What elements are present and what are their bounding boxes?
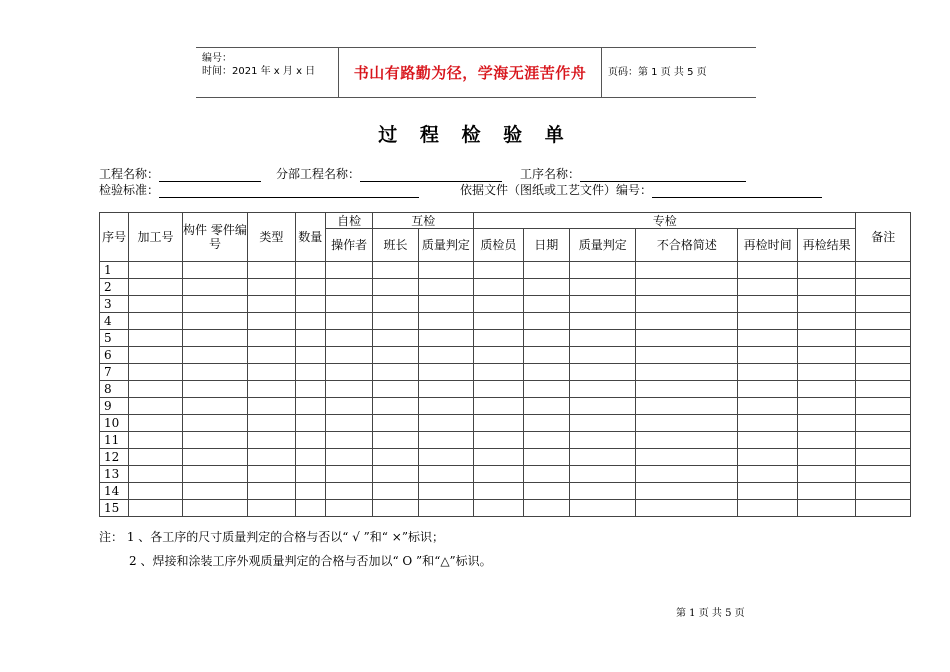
- table-cell[interactable]: [129, 432, 182, 449]
- table-cell[interactable]: [569, 483, 636, 500]
- table-cell[interactable]: [474, 296, 523, 313]
- row-number: 8: [100, 381, 129, 398]
- table-cell[interactable]: [636, 279, 738, 296]
- table-cell[interactable]: [636, 330, 738, 347]
- table-cell[interactable]: [248, 381, 295, 398]
- table-cell[interactable]: [248, 347, 295, 364]
- table-cell[interactable]: [738, 330, 798, 347]
- row-number: 14: [100, 483, 129, 500]
- table-cell[interactable]: [569, 381, 636, 398]
- header-date: 日期: [523, 229, 569, 262]
- table-cell[interactable]: [738, 313, 798, 330]
- table-cell[interactable]: [248, 296, 295, 313]
- table-cell[interactable]: [248, 279, 295, 296]
- table-cell[interactable]: [474, 449, 523, 466]
- standard-label: 检验标准：: [99, 183, 160, 197]
- motto-cell: [339, 48, 602, 97]
- table-cell[interactable]: [182, 483, 248, 500]
- table-cell[interactable]: [569, 347, 636, 364]
- table-cell[interactable]: [569, 449, 636, 466]
- table-cell[interactable]: [129, 483, 182, 500]
- header-self-check: 自检: [325, 213, 372, 229]
- page-title: 过 程 检 验 单: [378, 124, 572, 146]
- table-cell[interactable]: [797, 466, 856, 483]
- table-cell[interactable]: [325, 432, 372, 449]
- inspection-table: [99, 212, 911, 517]
- header-recheck-result: 再检结果: [797, 229, 856, 262]
- header-mutual-check: 互检: [373, 213, 474, 229]
- basis-field: [460, 181, 822, 198]
- header-mutual-quality: 质量判定: [418, 229, 473, 262]
- table-cell[interactable]: [418, 398, 473, 415]
- table-cell[interactable]: [523, 279, 569, 296]
- basis-label: 依据文件（图纸或工艺文件）编号：: [460, 183, 653, 197]
- table-cell[interactable]: [856, 296, 911, 313]
- header-recheck-time: 再检时间: [738, 229, 798, 262]
- table-cell[interactable]: [474, 466, 523, 483]
- table-cell[interactable]: [325, 262, 372, 279]
- table-cell[interactable]: [373, 347, 418, 364]
- row-number: 2: [100, 279, 129, 296]
- row-number: 1: [100, 262, 129, 279]
- table-cell[interactable]: [182, 466, 248, 483]
- table-cell[interactable]: [418, 364, 473, 381]
- table-cell[interactable]: [797, 381, 856, 398]
- row-number: 9: [100, 398, 129, 415]
- table-cell[interactable]: [325, 330, 372, 347]
- table-cell[interactable]: [295, 432, 325, 449]
- motto-text: 书山有路勤为径，学海无涯苦作舟: [353, 64, 587, 82]
- table-cell[interactable]: [797, 449, 856, 466]
- table-cell[interactable]: [636, 398, 738, 415]
- table-cell[interactable]: [325, 449, 372, 466]
- table-cell[interactable]: [474, 330, 523, 347]
- header-process-no: 加工号: [129, 213, 182, 262]
- table-cell[interactable]: [856, 381, 911, 398]
- table-cell[interactable]: [474, 381, 523, 398]
- table-cell[interactable]: [373, 415, 418, 432]
- table-cell[interactable]: [418, 432, 473, 449]
- table-cell[interactable]: [418, 449, 473, 466]
- table-cell[interactable]: [797, 279, 856, 296]
- table-cell[interactable]: [182, 449, 248, 466]
- table-cell[interactable]: [295, 279, 325, 296]
- table-cell[interactable]: [636, 364, 738, 381]
- table-cell[interactable]: [325, 296, 372, 313]
- row-number: 13: [100, 466, 129, 483]
- table-row: [100, 483, 911, 500]
- table-cell[interactable]: [373, 398, 418, 415]
- header-type: 类型: [248, 213, 295, 262]
- table-cell[interactable]: [295, 381, 325, 398]
- table-cell[interactable]: [738, 415, 798, 432]
- table-cell[interactable]: [248, 415, 295, 432]
- table-cell[interactable]: [129, 449, 182, 466]
- table-cell[interactable]: [523, 466, 569, 483]
- table-cell[interactable]: [182, 262, 248, 279]
- page-cell: [602, 48, 756, 97]
- table-cell[interactable]: [738, 364, 798, 381]
- table-cell[interactable]: [523, 364, 569, 381]
- table-cell[interactable]: [569, 500, 636, 517]
- table-cell[interactable]: [373, 279, 418, 296]
- table-row: [100, 432, 911, 449]
- table-cell[interactable]: [248, 364, 295, 381]
- table-cell[interactable]: [248, 330, 295, 347]
- table-cell[interactable]: [738, 398, 798, 415]
- table-cell[interactable]: [129, 313, 182, 330]
- table-cell[interactable]: [856, 466, 911, 483]
- table-cell[interactable]: [129, 466, 182, 483]
- standard-blank: [159, 185, 419, 198]
- table-cell[interactable]: [797, 347, 856, 364]
- table-cell[interactable]: [569, 466, 636, 483]
- table-cell[interactable]: [797, 330, 856, 347]
- header-team-leader: 班长: [373, 229, 418, 262]
- table-row: [100, 449, 911, 466]
- table-cell[interactable]: [856, 500, 911, 517]
- table-row: [100, 330, 911, 347]
- table-cell[interactable]: [129, 381, 182, 398]
- table-row: [100, 398, 911, 415]
- table-cell[interactable]: [856, 449, 911, 466]
- table-cell[interactable]: [248, 500, 295, 517]
- table-cell[interactable]: [738, 381, 798, 398]
- header-meta-cell: [196, 48, 339, 97]
- table-cell[interactable]: [418, 330, 473, 347]
- table-cell[interactable]: [523, 483, 569, 500]
- table-cell[interactable]: [856, 330, 911, 347]
- table-cell[interactable]: [325, 483, 372, 500]
- table-cell[interactable]: [325, 313, 372, 330]
- table-cell[interactable]: [856, 279, 911, 296]
- standard-field: [99, 181, 419, 198]
- table-cell[interactable]: [295, 347, 325, 364]
- table-cell[interactable]: [738, 483, 798, 500]
- table-cell[interactable]: [523, 330, 569, 347]
- table-cell[interactable]: [182, 313, 248, 330]
- table-cell[interactable]: [636, 449, 738, 466]
- table-row: [100, 500, 911, 517]
- table-cell[interactable]: [373, 262, 418, 279]
- table-cell[interactable]: [474, 500, 523, 517]
- table-cell[interactable]: [474, 347, 523, 364]
- process-name-field: [520, 165, 746, 182]
- table-cell[interactable]: [325, 500, 372, 517]
- table-cell[interactable]: [738, 500, 798, 517]
- number-label: 编号：: [202, 53, 232, 64]
- table-cell[interactable]: [856, 347, 911, 364]
- table-cell[interactable]: [636, 313, 738, 330]
- table-cell[interactable]: [373, 381, 418, 398]
- table-row: [100, 415, 911, 432]
- table-cell[interactable]: [738, 466, 798, 483]
- table-row: [100, 296, 911, 313]
- table-cell[interactable]: [523, 381, 569, 398]
- table-cell[interactable]: [295, 500, 325, 517]
- table-cell[interactable]: [248, 313, 295, 330]
- table-cell[interactable]: [182, 347, 248, 364]
- table-cell[interactable]: [569, 262, 636, 279]
- table-cell[interactable]: [182, 279, 248, 296]
- table-cell[interactable]: [182, 398, 248, 415]
- table-cell[interactable]: [129, 279, 182, 296]
- table-cell[interactable]: [373, 296, 418, 313]
- table-cell[interactable]: [129, 296, 182, 313]
- table-cell[interactable]: [569, 398, 636, 415]
- table-cell[interactable]: [418, 381, 473, 398]
- header-part-no: 构件 零件编 号: [182, 213, 248, 262]
- time-label: 时间：2021 年 x 月 x 日: [202, 66, 316, 77]
- table-cell[interactable]: [129, 364, 182, 381]
- table-cell[interactable]: [569, 415, 636, 432]
- table-cell[interactable]: [325, 466, 372, 483]
- table-cell[interactable]: [325, 381, 372, 398]
- header-qty: 数量: [295, 213, 325, 262]
- project-name-field: [99, 165, 261, 182]
- table-cell[interactable]: [856, 313, 911, 330]
- table-cell[interactable]: [325, 415, 372, 432]
- table-cell[interactable]: [129, 500, 182, 517]
- row-number: 11: [100, 432, 129, 449]
- table-cell[interactable]: [248, 262, 295, 279]
- table-cell[interactable]: [797, 500, 856, 517]
- table-cell[interactable]: [295, 330, 325, 347]
- table-cell[interactable]: [418, 296, 473, 313]
- table-cell[interactable]: [248, 449, 295, 466]
- row-number: 15: [100, 500, 129, 517]
- table-cell[interactable]: [474, 398, 523, 415]
- table-cell[interactable]: [373, 330, 418, 347]
- table-cell[interactable]: [295, 415, 325, 432]
- table-cell[interactable]: [474, 313, 523, 330]
- table-cell[interactable]: [797, 398, 856, 415]
- page-footer: 第 1 页 共 5 页: [676, 608, 745, 619]
- table-cell[interactable]: [295, 262, 325, 279]
- table-cell[interactable]: [129, 330, 182, 347]
- table-cell[interactable]: [248, 398, 295, 415]
- table-cell[interactable]: [182, 364, 248, 381]
- table-cell[interactable]: [474, 262, 523, 279]
- table-cell[interactable]: [182, 381, 248, 398]
- row-number: 3: [100, 296, 129, 313]
- header-inspector: 质检员: [474, 229, 523, 262]
- table-cell[interactable]: [797, 296, 856, 313]
- table-cell[interactable]: [373, 466, 418, 483]
- table-cell[interactable]: [418, 279, 473, 296]
- table-cell[interactable]: [474, 279, 523, 296]
- table-cell[interactable]: [373, 313, 418, 330]
- table-cell[interactable]: [856, 415, 911, 432]
- table-cell[interactable]: [295, 296, 325, 313]
- table-cell[interactable]: [797, 483, 856, 500]
- header-row-1: [100, 213, 911, 229]
- page-label: 页码：第 1 页 共 5 页: [608, 67, 707, 78]
- row-number: 6: [100, 347, 129, 364]
- header-seq: 序号: [100, 213, 129, 262]
- table-cell[interactable]: [523, 296, 569, 313]
- table-cell[interactable]: [129, 262, 182, 279]
- table-cell[interactable]: [325, 398, 372, 415]
- table-cell[interactable]: [182, 500, 248, 517]
- table-cell[interactable]: [295, 398, 325, 415]
- process-name-label: 工序名称：: [520, 167, 581, 181]
- document-header: [196, 47, 756, 98]
- note-line-2: 2 、焊接和涂装工序外观质量判定的合格与否加以“ O ”和“△”标识。: [129, 554, 492, 568]
- header-nonconform: 不合格简述: [636, 229, 738, 262]
- table-cell[interactable]: [636, 381, 738, 398]
- table-body: [100, 262, 911, 517]
- table-cell[interactable]: [856, 398, 911, 415]
- table-cell[interactable]: [797, 415, 856, 432]
- table-cell[interactable]: [856, 364, 911, 381]
- table-cell[interactable]: [569, 364, 636, 381]
- table-cell[interactable]: [856, 483, 911, 500]
- header-operator: 操作者: [325, 229, 372, 262]
- table-cell[interactable]: [418, 415, 473, 432]
- table-cell[interactable]: [636, 262, 738, 279]
- table-cell[interactable]: [418, 466, 473, 483]
- table-cell[interactable]: [295, 483, 325, 500]
- table-cell[interactable]: [797, 364, 856, 381]
- table-cell[interactable]: [373, 500, 418, 517]
- table-cell[interactable]: [325, 279, 372, 296]
- table-row: [100, 279, 911, 296]
- table-cell[interactable]: [569, 279, 636, 296]
- row-number: 4: [100, 313, 129, 330]
- table-cell[interactable]: [523, 262, 569, 279]
- table-cell[interactable]: [523, 432, 569, 449]
- table-cell[interactable]: [295, 449, 325, 466]
- row-number: 7: [100, 364, 129, 381]
- table-cell[interactable]: [129, 415, 182, 432]
- table-cell[interactable]: [523, 398, 569, 415]
- table-row: [100, 347, 911, 364]
- sub-project-field: [276, 165, 502, 182]
- table-cell[interactable]: [738, 279, 798, 296]
- table-row: [100, 313, 911, 330]
- table-cell[interactable]: [569, 296, 636, 313]
- table-cell[interactable]: [295, 364, 325, 381]
- table-cell[interactable]: [474, 432, 523, 449]
- table-row: [100, 262, 911, 279]
- table-cell[interactable]: [636, 432, 738, 449]
- table-row: [100, 381, 911, 398]
- header-remark: 备注: [856, 213, 911, 262]
- project-name-label: 工程名称：: [99, 167, 160, 181]
- table-cell[interactable]: [738, 432, 798, 449]
- table-cell[interactable]: [182, 415, 248, 432]
- table-cell[interactable]: [129, 398, 182, 415]
- table-cell[interactable]: [738, 347, 798, 364]
- basis-blank: [652, 185, 822, 198]
- row-number: 10: [100, 415, 129, 432]
- table-cell[interactable]: [474, 483, 523, 500]
- table-cell[interactable]: [636, 466, 738, 483]
- table-cell[interactable]: [129, 347, 182, 364]
- table-cell[interactable]: [248, 483, 295, 500]
- header-special-quality: 质量判定: [569, 229, 636, 262]
- table-cell[interactable]: [636, 347, 738, 364]
- table-cell[interactable]: [182, 330, 248, 347]
- table-cell[interactable]: [636, 483, 738, 500]
- table-cell[interactable]: [636, 296, 738, 313]
- table-cell[interactable]: [182, 432, 248, 449]
- table-cell[interactable]: [248, 432, 295, 449]
- table-cell[interactable]: [523, 500, 569, 517]
- table-cell[interactable]: [325, 347, 372, 364]
- table-cell[interactable]: [474, 364, 523, 381]
- table-cell[interactable]: [373, 364, 418, 381]
- table-cell[interactable]: [474, 415, 523, 432]
- table-cell[interactable]: [373, 449, 418, 466]
- table-cell[interactable]: [373, 483, 418, 500]
- table-cell[interactable]: [523, 313, 569, 330]
- row-number: 5: [100, 330, 129, 347]
- sub-project-label: 分部工程名称：: [276, 167, 361, 181]
- table-cell[interactable]: [418, 483, 473, 500]
- table-cell[interactable]: [418, 347, 473, 364]
- table-cell[interactable]: [418, 262, 473, 279]
- table-cell[interactable]: [523, 347, 569, 364]
- table-cell[interactable]: [797, 262, 856, 279]
- table-cell[interactable]: [418, 313, 473, 330]
- table-cell[interactable]: [636, 500, 738, 517]
- table-cell[interactable]: [636, 415, 738, 432]
- table-cell[interactable]: [738, 449, 798, 466]
- table-cell[interactable]: [373, 432, 418, 449]
- table-cell[interactable]: [569, 432, 636, 449]
- note-line-1: 注： 1 、各工序的尺寸质量判定的合格与否以“ √ ”和“ ×”标识；: [99, 530, 444, 544]
- table-cell[interactable]: [569, 313, 636, 330]
- table-cell[interactable]: [738, 262, 798, 279]
- table-cell[interactable]: [797, 313, 856, 330]
- table-cell[interactable]: [856, 262, 911, 279]
- table-cell[interactable]: [325, 364, 372, 381]
- row-number: 12: [100, 449, 129, 466]
- table-cell[interactable]: [295, 466, 325, 483]
- header-special-check: 专检: [474, 213, 856, 229]
- table-cell[interactable]: [856, 432, 911, 449]
- table-cell[interactable]: [248, 466, 295, 483]
- table-cell[interactable]: [418, 500, 473, 517]
- table-cell[interactable]: [523, 449, 569, 466]
- table-cell[interactable]: [569, 330, 636, 347]
- table-cell[interactable]: [797, 432, 856, 449]
- table-cell[interactable]: [182, 296, 248, 313]
- table-row: [100, 466, 911, 483]
- table-cell[interactable]: [738, 296, 798, 313]
- table-cell[interactable]: [295, 313, 325, 330]
- table-cell[interactable]: [523, 415, 569, 432]
- table-row: [100, 364, 911, 381]
